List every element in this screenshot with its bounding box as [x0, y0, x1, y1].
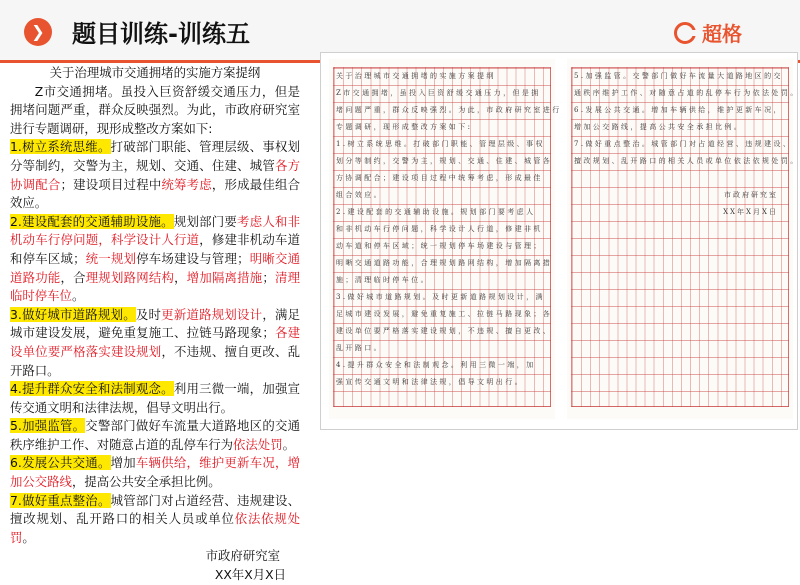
list-item: 6.发展公共交通。增加车辆供给，维护更新车况，增加公交路线，提高公共安全承担比例。	[10, 455, 301, 490]
list-item: 7.做好重点整治。城管部门对占道经营、违规建设、擅改规划、乱开路口的相关人员或单位依法依规处罚。	[10, 492, 301, 545]
answer-sheet-right	[567, 59, 800, 419]
handwritten-line: 明晰交通道路功能，合理规划路网结构，增加隔离措	[336, 259, 553, 267]
handwritten-line: 划分等制约，交警为主，规划、交通、住建、城管各	[336, 157, 553, 165]
document-title: 关于治理城市交通拥堵的实施方案提纲	[49, 65, 261, 80]
handwritten-line: 增加公交路线，提高公共安全承担比例。	[574, 123, 744, 131]
handwritten-line: 3.做好城市道路规划。及时更新道路规划设计，满	[336, 293, 545, 301]
handwritten-line: 5.加强监管。交警部门做好车流量大道路地区的交	[574, 72, 783, 80]
grid-paper	[571, 67, 800, 407]
grid-paper	[333, 67, 562, 407]
handwritten-line: 强宣传交通文明和法律法规，倡导文明出行。	[336, 378, 524, 386]
handwritten-line: 4.提升群众安全和法制观念。利用三微一端，加	[336, 361, 536, 369]
handwritten-line: 足城市建设发展，避免重复施工、拉链马路现象；各	[336, 310, 553, 318]
handwritten-line: XX年X月X日	[723, 208, 778, 216]
handwritten-line: 施；清理临时停车位。	[336, 276, 430, 284]
handwritten-line: 市政府研究室	[724, 191, 778, 199]
handwritten-line: 2.建设配套的交通辅助设施。规划部门要考虑人	[336, 208, 536, 216]
answer-sheet-left	[329, 59, 562, 419]
handwritten-line: Z市交通拥堵，虽投入巨资舒缓交通压力，但是拥	[336, 89, 541, 97]
list-item: 5.加强监管。交警部门做好车流量大道路地区的交通秩序维护工作、对随意占道的乱停车行为依法处罚。	[10, 418, 300, 452]
brand-g-icon	[674, 22, 696, 44]
handwritten-line: 乱开路口。	[336, 344, 383, 352]
signature-org: 市政府研究室	[205, 548, 280, 564]
handwritten-line: 专题调研，现形成整改方案如下:	[336, 123, 473, 131]
handwritten-line: 堵问题严重，群众反映强烈。为此，市政府研究室进行	[336, 106, 562, 114]
handwritten-line: 擅改规划、乱开路口的相关人员或单位依法依规处罚。	[574, 157, 800, 165]
brand-name: 超格	[702, 22, 742, 46]
handwritten-line: 通秩序维护工作、对随意占道的乱停车行为依法处罚。	[574, 89, 800, 97]
handwritten-line: 方协调配合；建设项目过程中统筹考虑，形成最佳	[336, 174, 543, 182]
document-intro: Z市交通拥堵。虽投入巨资舒缓交通压力，但是拥堵问题严重，群众反映强烈。为此，市政府研究室进行专题调研，现形成整改方案如下:	[10, 83, 300, 136]
handwritten-line: 建设单位要严格落实建设规划，不违规、擅自更改、	[336, 327, 553, 335]
page-title: 题目训练-训练五	[72, 20, 250, 48]
handwritten-line: 和非机动车行停问题，科学设计人行道，修建非机	[336, 225, 543, 233]
brand-logo	[674, 18, 742, 47]
signature-date: XX年X月X日	[214, 567, 286, 583]
chevron-right-icon: ❯	[24, 18, 52, 46]
handwritten-line: 关于治理城市交通拥堵的实施方案提纲	[336, 72, 496, 80]
handwritten-line: 动车道和停车区域；统一规划停车场建设与管理；	[336, 242, 543, 250]
list-item: 3.做好城市道路规划。及时更新道路规划设计，满足城市建设发展，避免重复施工、拉链马路现象；各建设单位要严格落实建设规划，不违规、擅自更改、乱开路口。	[10, 306, 301, 378]
list-item: 2.建设配套的交通辅助设施。规划部门要考虑人和非机动车行停问题，科学设计人行道，修建非机动车道和停车区域；统一规划停车场建设与管理；明晰交通道路功能，合理规划路网结构，增加隔离措施；清理临时停车位。	[10, 213, 301, 304]
handwritten-line: 6.发展公共交通。增加车辆供给，维护更新车况，	[574, 106, 783, 114]
answer-sheet-image	[320, 52, 798, 430]
handwritten-line: 7.做好重点整治。城管部门对占道经营、违规建设、	[574, 140, 793, 148]
document-text	[10, 64, 300, 585]
handwritten-line: 组合效应。	[336, 191, 383, 199]
list-item: 1.树立系统思维。打破部门职能、管理层级、事权划分等制约，交警为主，规划、交通、住建、城管各方协调配合；建设项目过程中统筹考虑，形成最佳组合效应。	[10, 139, 301, 211]
list-item: 4.提升群众安全和法制观念。利用三微一端，加强宣传交通文明和法律法规，倡导文明出行。	[10, 381, 301, 415]
handwritten-line: 1.树立系统思维。打破部门职能、管理层级、事权	[336, 140, 545, 148]
